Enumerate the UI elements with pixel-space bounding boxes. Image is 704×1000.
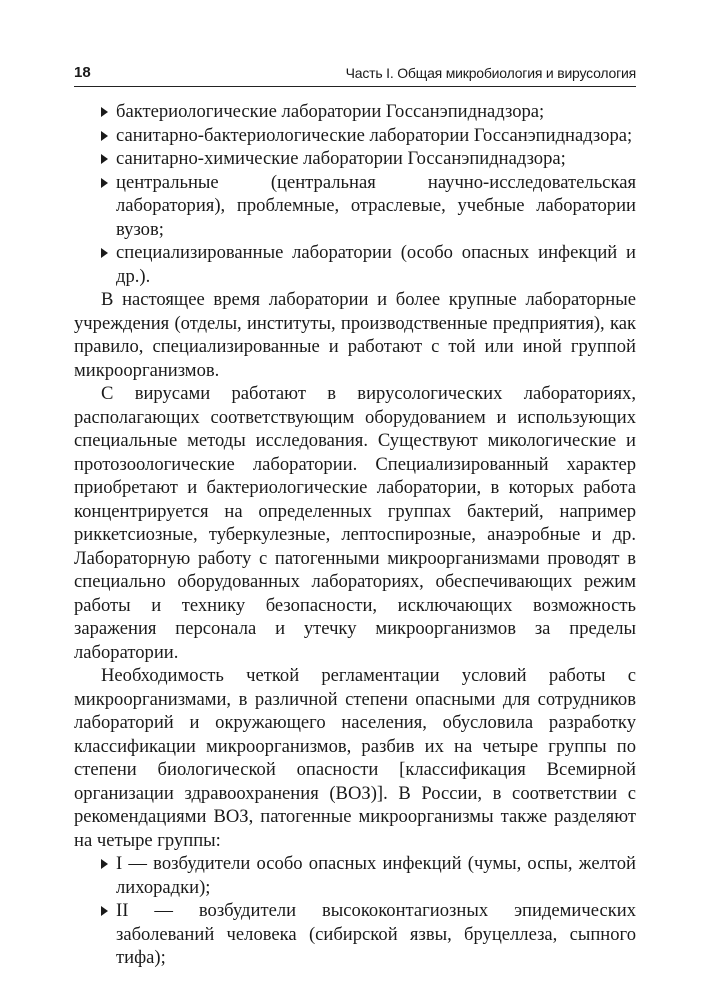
list-item: центральные (центральная научно-исследовательская лаборатория), проблемные, отраслевые, учебные лаборатории вузов; xyxy=(74,171,636,242)
list-item: специализированные лаборатории (особо опасных инфекций и др.). xyxy=(74,241,636,288)
page-body xyxy=(74,100,636,970)
list-item: санитарно-химические лаборатории Госсанэпиднадзора; xyxy=(74,147,636,171)
paragraph: Необходимость четкой регламентации условий работы с микроорганизмами, в различной степени опасными для сотрудников лабораторий и окружающего населения, обусловила разработку классификации микроорганизмов, разбив их на четыре группы по степени биологической опасности [классификация Всемирной организации здравоохранения (ВОЗ)]. В России, в соответствии с рекомендациями ВОЗ, патогенные микроорганизмы также разделяют на четыре группы: xyxy=(74,665,636,851)
triangle-bullet-icon xyxy=(101,906,108,916)
triangle-bullet-icon xyxy=(101,107,108,117)
paragraph: С вирусами работают в вирусологических лабораториях, располагающих соответствующим оборудованием и использующих специальные методы исследования. Существуют микологические и протозоологические лаборатории. Специализированный характер приобретают и бактериологические лаборатории, в которых работа концентрируется на определенных группах бактерий, например риккетсиозные, туберкулезные, лептоспирозные, анаэробные и др. Лабораторную работу с патогенными микроорганизмами проводят в специально оборудованных лабораториях, обеспечивающих режим работы и технику безопасности, исключающих возможность заражения персонала и утечку микроорганизмов за пределы лаборатории. xyxy=(74,383,636,663)
paragraph: В настоящее время лаборатории и более крупные лабораторные учреждения (отделы, институты, производственные предприятия), как правило, специализированные и работают с той или иной группой микроорганизмов. xyxy=(74,289,636,381)
list-item: II — возбудители высококонтагиозных эпидемических заболеваний человека (сибирской язвы, бруцеллеза, сыпного тифа); xyxy=(74,899,636,970)
page-header xyxy=(74,60,636,87)
list-item: I — возбудители особо опасных инфекций (чумы, оспы, желтой лихорадки); xyxy=(74,852,636,899)
triangle-bullet-icon xyxy=(101,248,108,258)
lab-types-list xyxy=(74,100,636,288)
triangle-bullet-icon xyxy=(101,859,108,869)
list-item: санитарно-бактериологические лаборатории Госсанэпиднадзора; xyxy=(74,124,636,148)
triangle-bullet-icon xyxy=(101,178,108,188)
pathogen-groups-list xyxy=(74,852,636,970)
page-number: 18 xyxy=(74,64,91,81)
triangle-bullet-icon xyxy=(101,131,108,141)
list-item: бактериологические лаборатории Госсанэпиднадзора; xyxy=(74,100,636,124)
triangle-bullet-icon xyxy=(101,154,108,164)
running-head: Часть I. Общая микробиология и вирусология xyxy=(345,65,636,81)
